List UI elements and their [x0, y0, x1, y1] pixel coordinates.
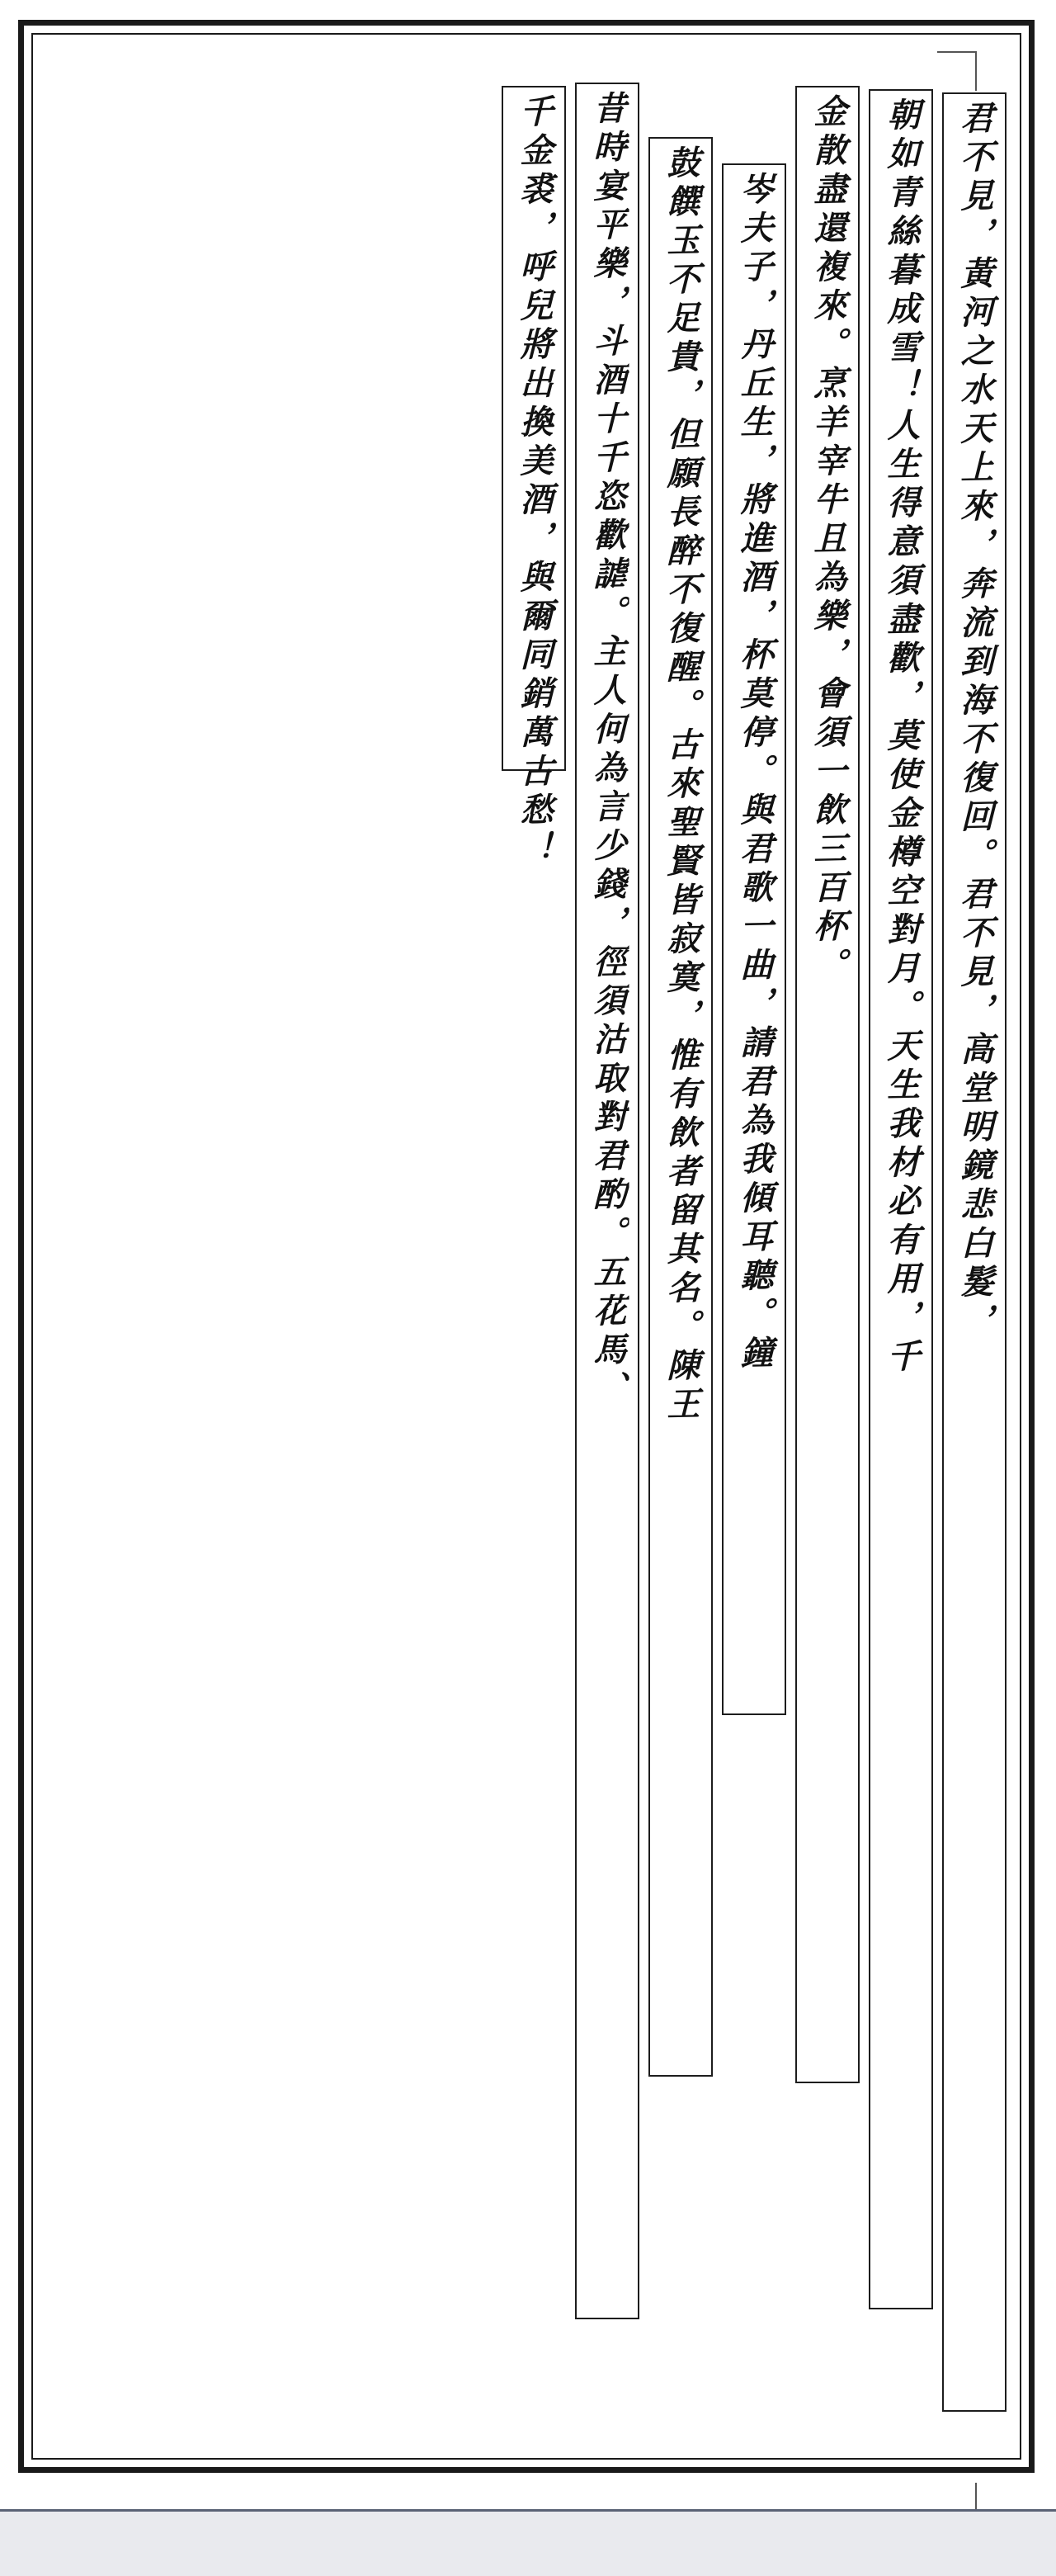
calligraphy-column-6: [575, 83, 639, 2319]
calligraphy-columns: [50, 66, 1006, 2451]
calligraphy-column-5: [648, 137, 713, 2077]
calligraphy-column-2-text: 朝如青絲暮成雪！人生得意須盡歡，莫使金樽空對月。天生我材必有用，千: [882, 97, 921, 1378]
calligraphy-column-1-text: 君不見，黃河之水天上來，奔流到海不復回。君不見，高堂明鏡悲白髮，: [955, 100, 994, 1343]
calligraphy-column-7-text: 千金裘，呼兒將出換美酒，與爾同銷萬古愁！: [515, 93, 554, 871]
calligraphy-column-6-text: 昔時宴平樂，斗酒十千恣歡謔。主人何為言少錢，徑須沽取對君酌。五花馬、: [588, 90, 627, 1411]
calligraphy-column-4-text: 岑夫子，丹丘生，將進酒，杯莫停。與君歌一曲，請君為我傾耳聽。鐘: [735, 171, 774, 1375]
calligraphy-column-4: [722, 163, 786, 1715]
calligraphy-column-1: [942, 92, 1006, 2412]
calligraphy-column-7: [502, 86, 566, 871]
footer-band: [0, 2509, 1056, 2576]
calligraphy-column-3: [795, 86, 860, 2083]
calligraphy-column-2: [869, 89, 933, 2309]
calligraphy-column-5-text: 鼓饌玉不足貴，但願長醉不復醒。古來聖賢皆寂寞，惟有飲者留其名。陳王: [662, 144, 700, 1426]
calligraphy-column-3-text: 金散盡還複來。烹羊宰牛且為樂，會須一飲三百杯。: [808, 93, 847, 987]
